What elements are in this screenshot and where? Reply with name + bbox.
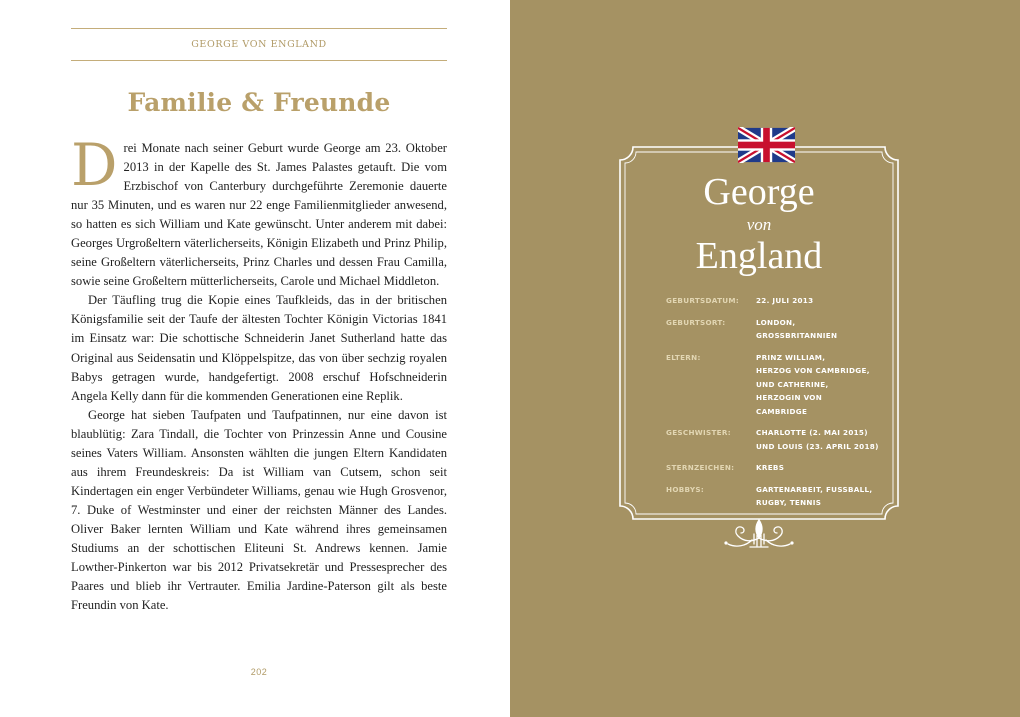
- fact-value-line: PRINZ WILLIAM,: [756, 352, 826, 362]
- fact-value-line: GARTENARBEIT, FUSSBALL,: [756, 484, 873, 494]
- paragraph-3: George hat sieben Taufpaten und Taufpatinnen, nur eine davon ist blaublütig: Zara Tindall, die Tochter von Prinzessin Anne und Cousine seines Vaters William. Ansonsten wählten die jungen Eltern Kandidaten aus ihrem Freundeskreis: Da ist William van Cutsem, schon seit Kindertagen ein enger Verbündeter Williams, genau wie Hugh Grosvenor, 7. Duke of Westminster und einer der reichsten Männer des Landes. Oliver Baker lernten William und Kate während ihres gemeinsamen Studiums an der schottischen Eliteuni St. Andrews kennen. Jamie Lowther-Pinkerton war bis 2012 Privatsekretär und Pressesprecher des Paares und blieb ihr Vertrauter. Emilia Jardine-Paterson gilt als beste Freundin von Kate.: [71, 407, 447, 613]
- fact-label: HOBBYS:: [666, 484, 705, 494]
- fact-value-line: UND CATHERINE,: [756, 379, 829, 389]
- fact-row-sternzeichen: [666, 461, 881, 475]
- fact-value-line: CAMBRIDGE: [756, 406, 808, 416]
- fact-value-line: HERZOG VON CAMBRIDGE,: [756, 366, 870, 375]
- fact-value-line: UND LOUIS (23. APRIL 2018): [756, 441, 879, 451]
- page-number: 202: [250, 667, 268, 677]
- header-rule-top: [71, 28, 447, 29]
- drop-cap: D: [71, 131, 118, 199]
- paragraph-1: [71, 131, 447, 291]
- fact-value-line: LONDON,: [756, 317, 796, 327]
- fact-row-hobbys: [666, 483, 881, 510]
- fact-label: GESCHWISTER:: [666, 428, 731, 437]
- running-head: GEORGE VON ENGLAND: [191, 39, 327, 50]
- card-title-george: George: [703, 171, 815, 213]
- fact-value: [756, 426, 879, 453]
- fact-value: [756, 316, 837, 343]
- fact-value: [756, 294, 813, 308]
- fact-value: [756, 461, 784, 475]
- fact-row-eltern: [666, 351, 881, 419]
- fact-value-line: 22. JULI 2013: [756, 296, 814, 305]
- union-jack-icon: [738, 127, 795, 163]
- fact-value: [756, 483, 872, 510]
- fact-value-line: HERZOGIN VON: [756, 393, 823, 402]
- paragraph-2: Der Täufling trug die Kopie eines Taufkleids, das in der britischen Königsfamilie seit der Taufe der ältesten Tochter Königin Victorias 1841 im Einsatz war: Die schottische Schneiderin Janet Sutherland hatte das Original aus Seidensatin und Klöppelspitze, das von über sechzig royalen Babys getragen wurde, handgefertigt. 2008 erschuf Hofschneiderin Angela Kelly dann für die kommenden Generationen eine Replik.: [71, 293, 447, 403]
- fact-value-line: GROSSBRITANNIEN: [756, 331, 838, 340]
- fact-value-line: RUGBY, TENNIS: [756, 498, 822, 507]
- fact-label: GEBURTSDATUM:: [666, 296, 740, 305]
- card-title-england: England: [695, 235, 823, 277]
- paragraph-1-text: rei Monate nach seiner Geburt wurde George am 23. Oktober 2013 in der Kapelle des St. James Palastes getauft. Die vom Erzbischof von Canterbury durchgeführte Zeremonie dauerte nur 35 Minuten, und es waren nur 22 enge Familienmitglieder anwesend, so hatten es sich William und Kate gewünscht. Unter anderem mit dabei: Georges Urgroßeltern väterlicherseits, Königin Elizabeth und Prinz Philip, seine Großeltern väterlicherseits, Prinz Charles und dessen Frau Camilla, sowie seine Großeltern mütterlicherseits, Carole und Michael Middleton.: [71, 141, 447, 289]
- fact-label: GEBURTSORT:: [666, 317, 726, 327]
- card-title-von: von: [746, 215, 772, 234]
- chapter-title: Familie & Freunde: [127, 88, 391, 117]
- fact-value-line: CHARLOTTE (2. MAI 2015): [756, 428, 868, 437]
- fact-label: ELTERN:: [666, 352, 701, 362]
- fact-row-geschwister: [666, 426, 881, 453]
- fact-row-geburtsort: [666, 316, 881, 343]
- flourish-ornament-icon: [722, 516, 796, 552]
- fact-value-line: KREBS: [756, 463, 785, 472]
- fact-label: STERNZEICHEN:: [666, 463, 735, 472]
- body-text: [71, 131, 447, 615]
- fact-value: [756, 351, 870, 419]
- fact-list: [666, 294, 881, 518]
- fact-row-geburtsdatum: [666, 294, 881, 308]
- header-rule-bottom: [71, 60, 447, 61]
